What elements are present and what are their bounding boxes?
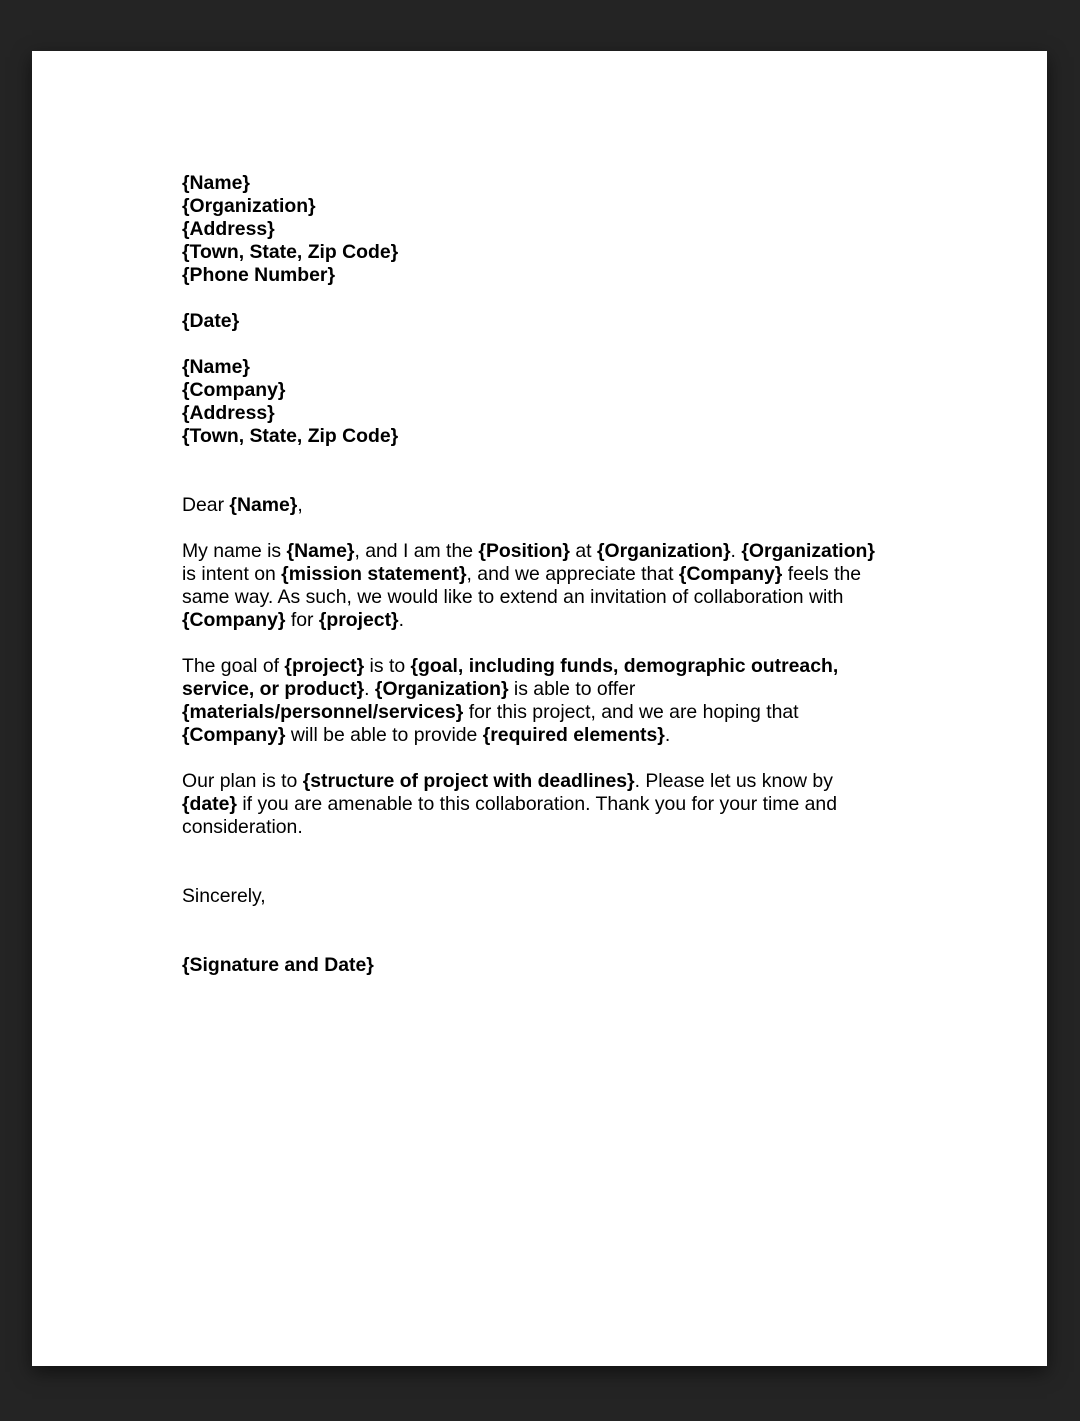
sender-address: {Address} [182,218,275,240]
text: if you are amenable to this collaboration. Thank you for your time and [236,793,837,815]
text: feels the [782,563,862,585]
text: same way. As such, we would like to extend an invitation of collaboration with [182,586,844,608]
signature-placeholder: {Signature and Date} [182,954,374,976]
paragraph-plan [182,770,912,839]
placeholder: {required elements} [482,724,665,746]
salutation-name: {Name} [229,494,298,516]
text: , and I am the [354,540,479,562]
sender-organization: {Organization} [182,195,316,217]
text: The goal of [182,655,285,677]
recipient-address: {Address} [182,402,275,424]
text: , and we appreciate that [466,563,679,585]
letter-date: {Date} [182,310,240,332]
placeholder: {structure of project with deadlines} [302,770,635,792]
document-page [32,51,1047,1366]
recipient-company: {Company} [182,379,286,401]
letter-body [182,172,912,977]
text: for this project, and we are hoping that [463,701,799,723]
text: is able to offer [508,678,636,700]
signature [182,954,912,977]
placeholder: {Company} [182,724,286,746]
text: at [569,540,597,562]
placeholder: {Name} [286,540,355,562]
closing [182,885,912,908]
text: is to [364,655,411,677]
placeholder: {project} [318,609,399,631]
sender-town-state-zip: {Town, State, Zip Code} [182,241,399,263]
text: . [664,724,671,746]
text: for [285,609,319,631]
text: . [364,678,375,700]
text: . Please let us know by [634,770,833,792]
placeholder: {goal, including funds, demographic outreach, [410,655,839,677]
placeholder: {materials/personnel/services} [182,701,464,723]
salutation-suffix: , [297,494,303,516]
placeholder: {Organization} [596,540,731,562]
sender-phone: {Phone Number} [182,264,335,286]
placeholder: {Organization} [374,678,509,700]
text: consideration. [182,816,303,838]
paragraph-goal [182,655,912,747]
sender-block [182,172,912,287]
text: is intent on [182,563,282,585]
text: . [398,609,404,631]
salutation-prefix: Dear [182,494,230,516]
placeholder: {Organization} [741,540,875,562]
recipient-name: {Name} [182,356,250,378]
closing-text: Sincerely, [182,885,266,907]
placeholder: {Position} [478,540,570,562]
sender-name: {Name} [182,172,250,194]
text: My name is [182,540,287,562]
placeholder: {Company} [678,563,783,585]
placeholder: {Company} [182,609,286,631]
text: will be able to provide [285,724,483,746]
placeholder: {date} [182,793,237,815]
recipient-block [182,356,912,448]
text: . [730,540,742,562]
placeholder: {project} [284,655,365,677]
placeholder: service, or product} [182,678,365,700]
recipient-town-state-zip: {Town, State, Zip Code} [182,425,399,447]
date-block [182,310,912,333]
salutation [182,494,912,517]
text: Our plan is to [182,770,303,792]
paragraph-intro [182,540,912,632]
placeholder: {mission statement} [281,563,467,585]
